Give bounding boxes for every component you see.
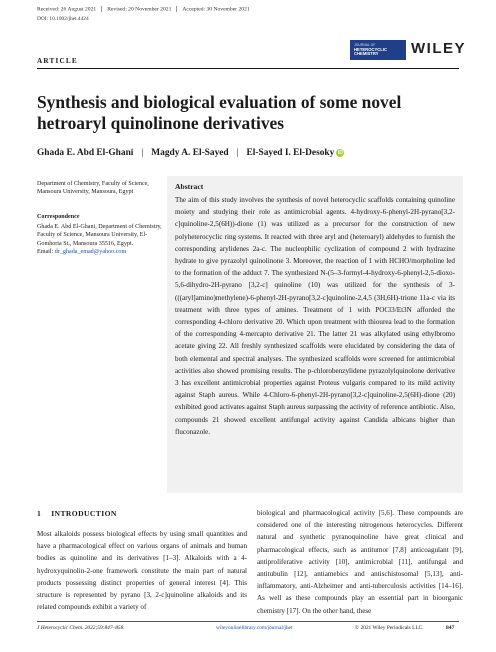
abstract-heading: Abstract <box>175 182 204 191</box>
paper-title: Synthesis and biological evaluation of some novel hetroaryl quinolinone derivatives <box>37 92 402 133</box>
section-heading-introduction <box>37 509 117 518</box>
author-separator: | <box>236 148 239 158</box>
author-2[interactable]: Magdy A. El-Sayed <box>151 148 229 158</box>
correspondence-body: Ghada E. Abd El-Ghani, Department of Chemistry, Faculty of Science, Mansoura University, El-Gomhoria St., Mansoura 35516, Egypt. <box>37 224 162 247</box>
footer-rule <box>37 621 459 622</box>
email-label: Email: <box>37 248 55 255</box>
received-date: Received: 26 August 2021 <box>37 6 97 13</box>
date-separator <box>176 6 177 12</box>
copyright: © 2021 Wiley Periodicals LLC. <box>355 625 424 631</box>
orcid-icon[interactable]: iD <box>337 150 343 156</box>
intro-right-column: biological and pharmacological activity [5,6]. These compounds are considered one of the interesting nitrogenous heterocycles. Different natural and synthetic pyranoquinoline have great clinical and pharmacological effects, such as antitumor [7,8] anticoagulant [9], antiproliferative activity [10], antimicrobial [11], antifungal and antitubulin [12], antiamebics and antischistosomal [5,13], anti-inflammatory, anti-Alzheimer and anti-tuberculosis activities [14–16]. As well as these compounds play an essential part in bioorganic chemistry [17]. On the other hand, these <box>257 509 463 615</box>
journal-url-link[interactable]: wileyonlinelibrary.com/journal/jhet <box>216 625 293 631</box>
journal-logo-small: JOURNAL OF <box>354 43 376 47</box>
header-rule <box>37 68 459 69</box>
article-dates <box>37 6 250 12</box>
intro-left-column: Most alkaloids possess biological effects by using small quantities and have a pharmacological effect on various organs of animals and human bodies as quinoline and its derivatives [1–3]. Alkaloids with a 4-hydroxyquinolin-2-one framework constitute the main part of natural products possessing distinct properties of general interest [4]. This structure is represented by pyrano [3, 2-c]quinoline alkaloids and its related compounds exhibit a variety of <box>37 530 247 612</box>
section-title: INTRODUCTION <box>51 509 117 518</box>
email-link[interactable]: dr_ghada_emad@yahoo.com <box>54 248 127 255</box>
abstract-box <box>167 176 463 493</box>
journal-logo-name: HETEROCYCLIC CHEMISTRY <box>354 46 388 57</box>
revised-date: Revised: 20 November 2021 <box>107 6 172 13</box>
section-number: 1 <box>37 509 42 518</box>
accepted-date: Accepted: 30 November 2021 <box>182 6 250 13</box>
journal-citation: J Heterocyclic Chem. 2022;59:847–858. <box>37 625 125 631</box>
abstract-text: The aim of this study involves the synthesis of novel heterocyclic scaffolds containing quinoline moiety and studying their role as antimicrobial agents. 4-hydroxy-6-phenyl-2H-pyrano[3,2-c]quinoline-2,5(6H))-dione (1) was utilized as a precursor for the construction of new polyheterocyclic ring systems. It reacted with three aryl and (heteroaryl) aldehydes to furnish the corresponding arylidenes 2a-c. The nucleophilic cyclization of compound 2 with hydrazine hydrate to give pyrazolyl quinolinone 3. Moreover, the reaction of 1 with HCHO/morpholine led to the formation of the adduct 7. The synthesized N-(5–3-formyl-4-hydroxy-6-phenyl-2,5-dioxo-5,6-dihydro-2H-pyrano [3,2-c] quinoline (10) was utilized for the synthesis of 3-(((aryl]amino)methylene)-6-phenyl-2H-pyrano[3,2-c]quinoline-2,4,5 (3H,6H)-trione 11a-c via its treatment with three types of amines. Treatment of 1 with POCl3/Et3N afforded the corresponding 4-chloro derivative 20. Which upon treatment with thiourea lead to the formation of the corresponding 4-mercapto derivative 21. The latter 21 was alkylated using ethylbromo acetate giving 22. All freshly synthesized scaffolds were elucidated by considering the data of both elemental and spectral analyses. The synthesized scaffolds were screened for antimicrobial activities also showed promising results. The p-chlorobenzylidene pyrazolylquinolone derivative 3 has excellent antimicrobial properties against Proteus vulgaris compared to its mild activity against Staph aureus. While 4-Chloro-6-phenyl-2H-pyrano[3,2-c]quinoline-2,5(6H)-dione (20) exhibited good activates against Staph aureus surpassing the activity of reference antibiotic. Also, compounds 21 showed excellent antifungal activity against Candida albicans higher than fluconazole. <box>175 196 455 436</box>
affiliation: Department of Chemistry, Faculty of Science, Mansoura University, Mansoura, Egypt <box>37 181 149 196</box>
section-label: ARTICLE <box>37 57 78 65</box>
author-3[interactable]: El-Sayed I. El-Desoky <box>246 148 335 158</box>
page-number: 847 <box>446 625 455 631</box>
correspondence-details <box>37 223 162 256</box>
date-separator <box>101 6 102 12</box>
author-1[interactable]: Ghada E. Abd El-Ghani <box>37 148 134 158</box>
doi[interactable]: DOI: 10.1002/jhet.4424 <box>37 16 89 22</box>
author-list <box>37 148 344 158</box>
author-separator: | <box>141 148 144 158</box>
journal-logo <box>350 40 406 60</box>
publisher-logo: WILEY <box>411 40 466 57</box>
correspondence-heading: Correspondence <box>37 214 80 220</box>
